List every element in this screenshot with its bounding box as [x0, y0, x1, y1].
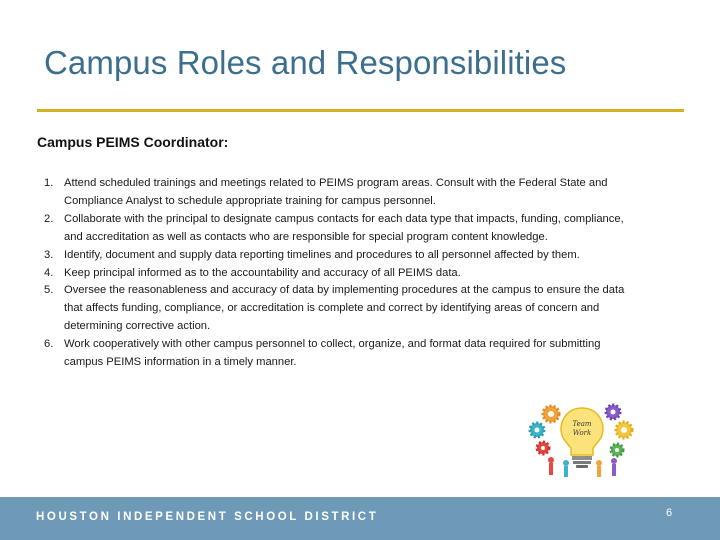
- list-item-number: 4.: [44, 266, 54, 279]
- gear-icon: [616, 422, 632, 438]
- slide-subtitle: Campus PEIMS Coordinator:: [37, 134, 229, 150]
- list-item-number: 2.: [44, 212, 54, 225]
- gear-icon: [611, 444, 623, 456]
- list-item-text: Work cooperatively with other campus personnel to collect, organize, and format data required for submitting campus PEIMS information in a timely manner.: [64, 338, 601, 369]
- list-item-number: 3.: [44, 248, 54, 261]
- list-item: [38, 247, 638, 265]
- responsibilities-list: [38, 175, 638, 372]
- list-item-number: 6.: [44, 338, 54, 351]
- footer-bar: [0, 497, 720, 540]
- page-number: 6: [666, 507, 673, 519]
- organization-name: HOUSTON INDEPENDENT SCHOOL DISTRICT: [36, 511, 379, 523]
- list-item: [38, 265, 638, 283]
- list-item: [38, 211, 638, 247]
- gear-icon: [543, 406, 559, 422]
- list-item-number: 1.: [44, 177, 54, 189]
- teamwork-lightbulb-gears-icon: [521, 400, 644, 484]
- svg-text:Work: Work: [572, 429, 592, 437]
- list-item-text: Oversee the reasonableness and accuracy of data by implementing procedures at the campus to ensure the data that affects funding, compliance, or accreditation is complete and correct by identifying areas of concern and determining corrective action.: [64, 284, 625, 333]
- svg-text:Team: Team: [572, 420, 592, 428]
- list-item-text: Identify, document and supply data reporting timelines and procedures to all personnel affected by them.: [64, 248, 580, 261]
- list-item-text: Collaborate with the principal to designate campus contacts for each data type that impacts, funding, compliance, and accreditation as well as contacts who are responsible for special program content knowledge.: [64, 212, 624, 243]
- list-item-text: Attend scheduled trainings and meetings related to PEIMS program areas. Consult with the Federal State and Compliance Analyst to schedule appropriate training for campus personnel.: [64, 177, 608, 207]
- list-item-number: 5.: [44, 284, 54, 297]
- list-item-text: Keep principal informed as to the accountability and accuracy of all PEIMS data.: [64, 266, 461, 279]
- title-divider: [37, 109, 684, 112]
- list-item: [38, 175, 638, 211]
- gear-icon: [606, 405, 620, 419]
- list-item: [38, 336, 638, 372]
- list-item: [38, 282, 638, 336]
- slide-title: Campus Roles and Responsibilities: [44, 44, 567, 81]
- gear-icon: [530, 423, 544, 437]
- gear-icon: [537, 442, 549, 454]
